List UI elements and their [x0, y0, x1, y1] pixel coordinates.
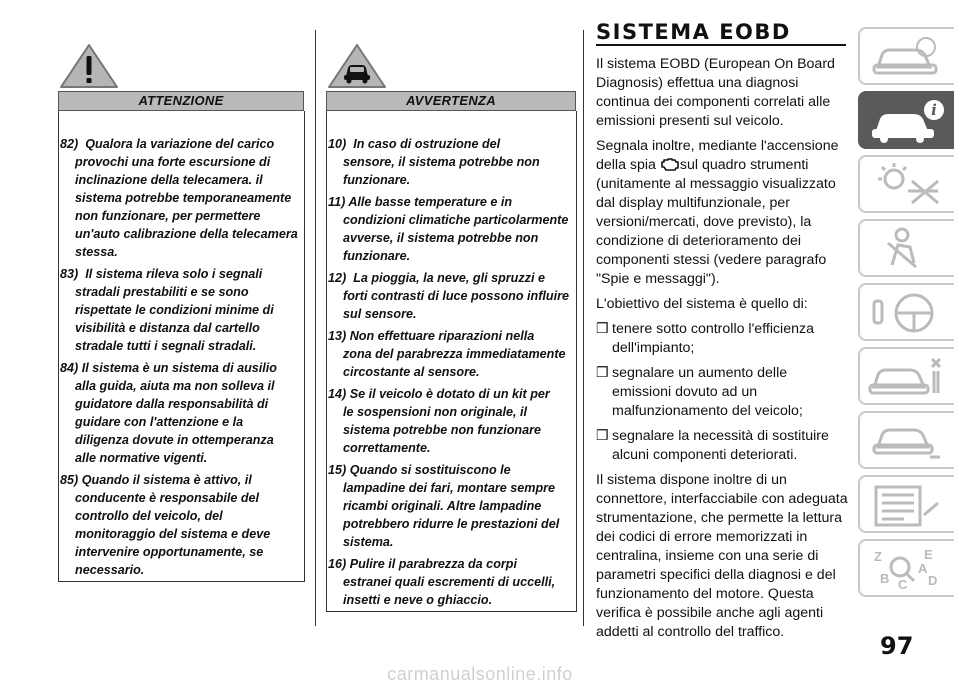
list-item [60, 265, 298, 355]
title-rule [596, 44, 846, 46]
attention-header: ATTENZIONE [58, 91, 304, 111]
list-item [328, 135, 574, 189]
item-first-line: In caso di ostruzione del [353, 137, 501, 151]
item-rest: alla guida, aiuta ma non solleva il guidatore dalla responsabilità di guidare con l'attenzione e la diligenza dovute in ottemperanza alle normative vigenti. [75, 379, 275, 465]
item-text [328, 271, 574, 323]
svg-text:D: D [928, 573, 938, 588]
chapter-tab[interactable] [858, 539, 954, 597]
svg-text:i: i [931, 101, 937, 119]
svg-text:C: C [898, 577, 908, 592]
list-item [60, 359, 298, 467]
item-rest: sensore, il sistema potrebbe non funzionare. [343, 155, 540, 187]
warning-car-icon [326, 42, 388, 90]
list-item [328, 385, 574, 457]
paragraph-lamp-before: Segnala inoltre, mediante l'accensione della spia [596, 138, 839, 173]
list-item [328, 555, 574, 609]
item-first-line: Il sistema rileva solo i segnali [85, 267, 263, 281]
bullet-item [596, 427, 850, 465]
item-rest: condizioni climatiche particolarmente avverse, il sistema potrebbe non funzionare. [343, 213, 569, 263]
column-divider-right [583, 30, 584, 626]
item-rest: stradali prestabiliti e se sono rispettate le condizioni minime di visibilità e distanza dal cartello stradale tutti i segnali stradali. [75, 285, 274, 353]
item-rest: lampadine dei fari, montare sempre ricambi originali. Altre lampadine potrebbero ridurre le prestazioni del sistema. [343, 481, 560, 549]
item-first-line: Quando il sistema è attivo, il [81, 473, 252, 487]
attention-list [60, 135, 298, 583]
item-first-line: Se il veicolo è dotato di un kit per [349, 387, 550, 401]
item-text [328, 329, 574, 381]
item-text [328, 195, 574, 265]
item-text [60, 361, 298, 467]
bullet-box-icon: ❒ [596, 428, 609, 444]
list-item [60, 471, 298, 579]
item-number: 15) [328, 463, 350, 477]
item-first-line: Quando si sostituiscono le [349, 463, 511, 477]
item-number: 82) [60, 137, 86, 151]
watermark: carmanualsonline.info [387, 664, 573, 684]
objective-list [596, 320, 850, 465]
svg-text:Z: Z [874, 549, 882, 564]
item-first-line: Pulire il parabrezza da corpi [349, 557, 517, 571]
item-number: 83) [60, 267, 86, 281]
chapter-tab[interactable] [858, 219, 954, 277]
item-rest: zona del parabrezza immediatamente circostante al sensore. [343, 347, 566, 379]
item-text [328, 137, 574, 189]
item-number: 12) [328, 271, 354, 285]
svg-text:E: E [924, 547, 933, 562]
section-title: SISTEMA EOBD [596, 20, 791, 44]
svg-text:B: B [880, 571, 890, 586]
list-item [328, 461, 574, 551]
item-rest: provochi una forte escursione di inclinazione della telecamera. il sistema potrebbe temporaneamente non funzionare, per permettere un'auto calibrazione della telecamera stessa. [75, 155, 298, 259]
chapter-tab[interactable] [858, 91, 954, 149]
bullet-item [596, 364, 850, 421]
svg-text:A: A [918, 561, 928, 576]
item-rest: conducente è responsabile del controllo del veicolo, del monitoraggio del sistema e deve intervenire opportunamente, se necessario. [75, 491, 271, 577]
item-number: 84) [60, 361, 82, 375]
item-rest: le sospensioni non originale, il sistema potrebbe non funzionare correttamente. [343, 405, 542, 455]
paragraph-connector: Il sistema dispone inoltre di un connettore, interfacciabile con adeguata strumentazione, che permette la lettura dei codici di errore memorizzati in centralina, insieme con una serie di parametri specifici della diagnosi e del funzionamento del motore. Questa verifica è possibile anche agli agenti addetti al controllo del traffico. [596, 472, 848, 640]
page-number: 97 [880, 632, 914, 660]
warning-header: AVVERTENZA [326, 91, 576, 111]
chapter-tab[interactable] [858, 475, 954, 533]
list-item [328, 327, 574, 381]
item-number: 14) [328, 387, 350, 401]
item-number: 11) [328, 195, 349, 209]
item-number: 10) [328, 137, 354, 151]
item-first-line: Non effettuare riparazioni nella [349, 329, 535, 343]
paragraph-objective: L'obiettivo del sistema è quello di: [596, 296, 808, 312]
list-item [60, 135, 298, 261]
item-text [328, 463, 574, 551]
bullet-item [596, 320, 850, 358]
item-rest: forti contrasti di luce possono influire sul sensore. [343, 289, 570, 321]
item-text [328, 557, 574, 609]
item-number: 13) [328, 329, 350, 343]
paragraph-intro: Il sistema EOBD (European On Board Diagnosis) effettua una diagnosi continua dei componenti correlati alle emissioni presenti sul veicolo. [596, 56, 835, 129]
section-body [596, 55, 850, 648]
chapter-tab[interactable] [858, 411, 954, 469]
bullet-text: tenere sotto controllo l'efficienza dell'impianto; [612, 321, 814, 356]
bullet-text: segnalare un aumento delle emissioni dovuto ad un malfunzionamento del veicolo; [612, 365, 803, 419]
warning-exclamation-icon [58, 42, 120, 90]
paragraph-lamp-after: sul quadro strumenti (unitamente al messaggio visualizzato dal display multifunzionale, per versioni/mercati, dove previsto), la condizione di deterioramento dei componenti stessi (vedere paragrafo "Spie e messaggi"). [596, 157, 836, 287]
item-text [60, 267, 298, 355]
paragraph-warning-lamp [596, 137, 850, 289]
item-text [60, 137, 298, 261]
item-number: 85) [60, 473, 82, 487]
item-first-line: La pioggia, la neve, gli spruzzi e [353, 271, 545, 285]
item-first-line: Alle basse temperature e in [348, 195, 513, 209]
chapter-tab[interactable] [858, 283, 954, 341]
item-rest: estranei quali escrementi di uccelli, insetti e neve o ghiaccio. [343, 575, 556, 607]
item-number: 16) [328, 557, 350, 571]
list-item [328, 269, 574, 323]
chapter-tab[interactable] [858, 27, 954, 85]
engine-warning-lamp-icon [660, 157, 680, 171]
list-item [328, 193, 574, 265]
item-first-line: Qualora la variazione del carico [85, 137, 275, 151]
bullet-box-icon: ❒ [596, 321, 609, 337]
item-first-line: Il sistema è un sistema di ausilio [81, 361, 277, 375]
item-text [328, 387, 574, 457]
warning-list [328, 135, 574, 613]
item-text [60, 473, 298, 579]
column-divider [315, 30, 316, 626]
bullet-box-icon: ❒ [596, 365, 609, 381]
chapter-tab[interactable] [858, 347, 954, 405]
bullet-text: segnalare la necessità di sostituire alcuni componenti deteriorati. [612, 428, 829, 463]
chapter-tab[interactable] [858, 155, 954, 213]
